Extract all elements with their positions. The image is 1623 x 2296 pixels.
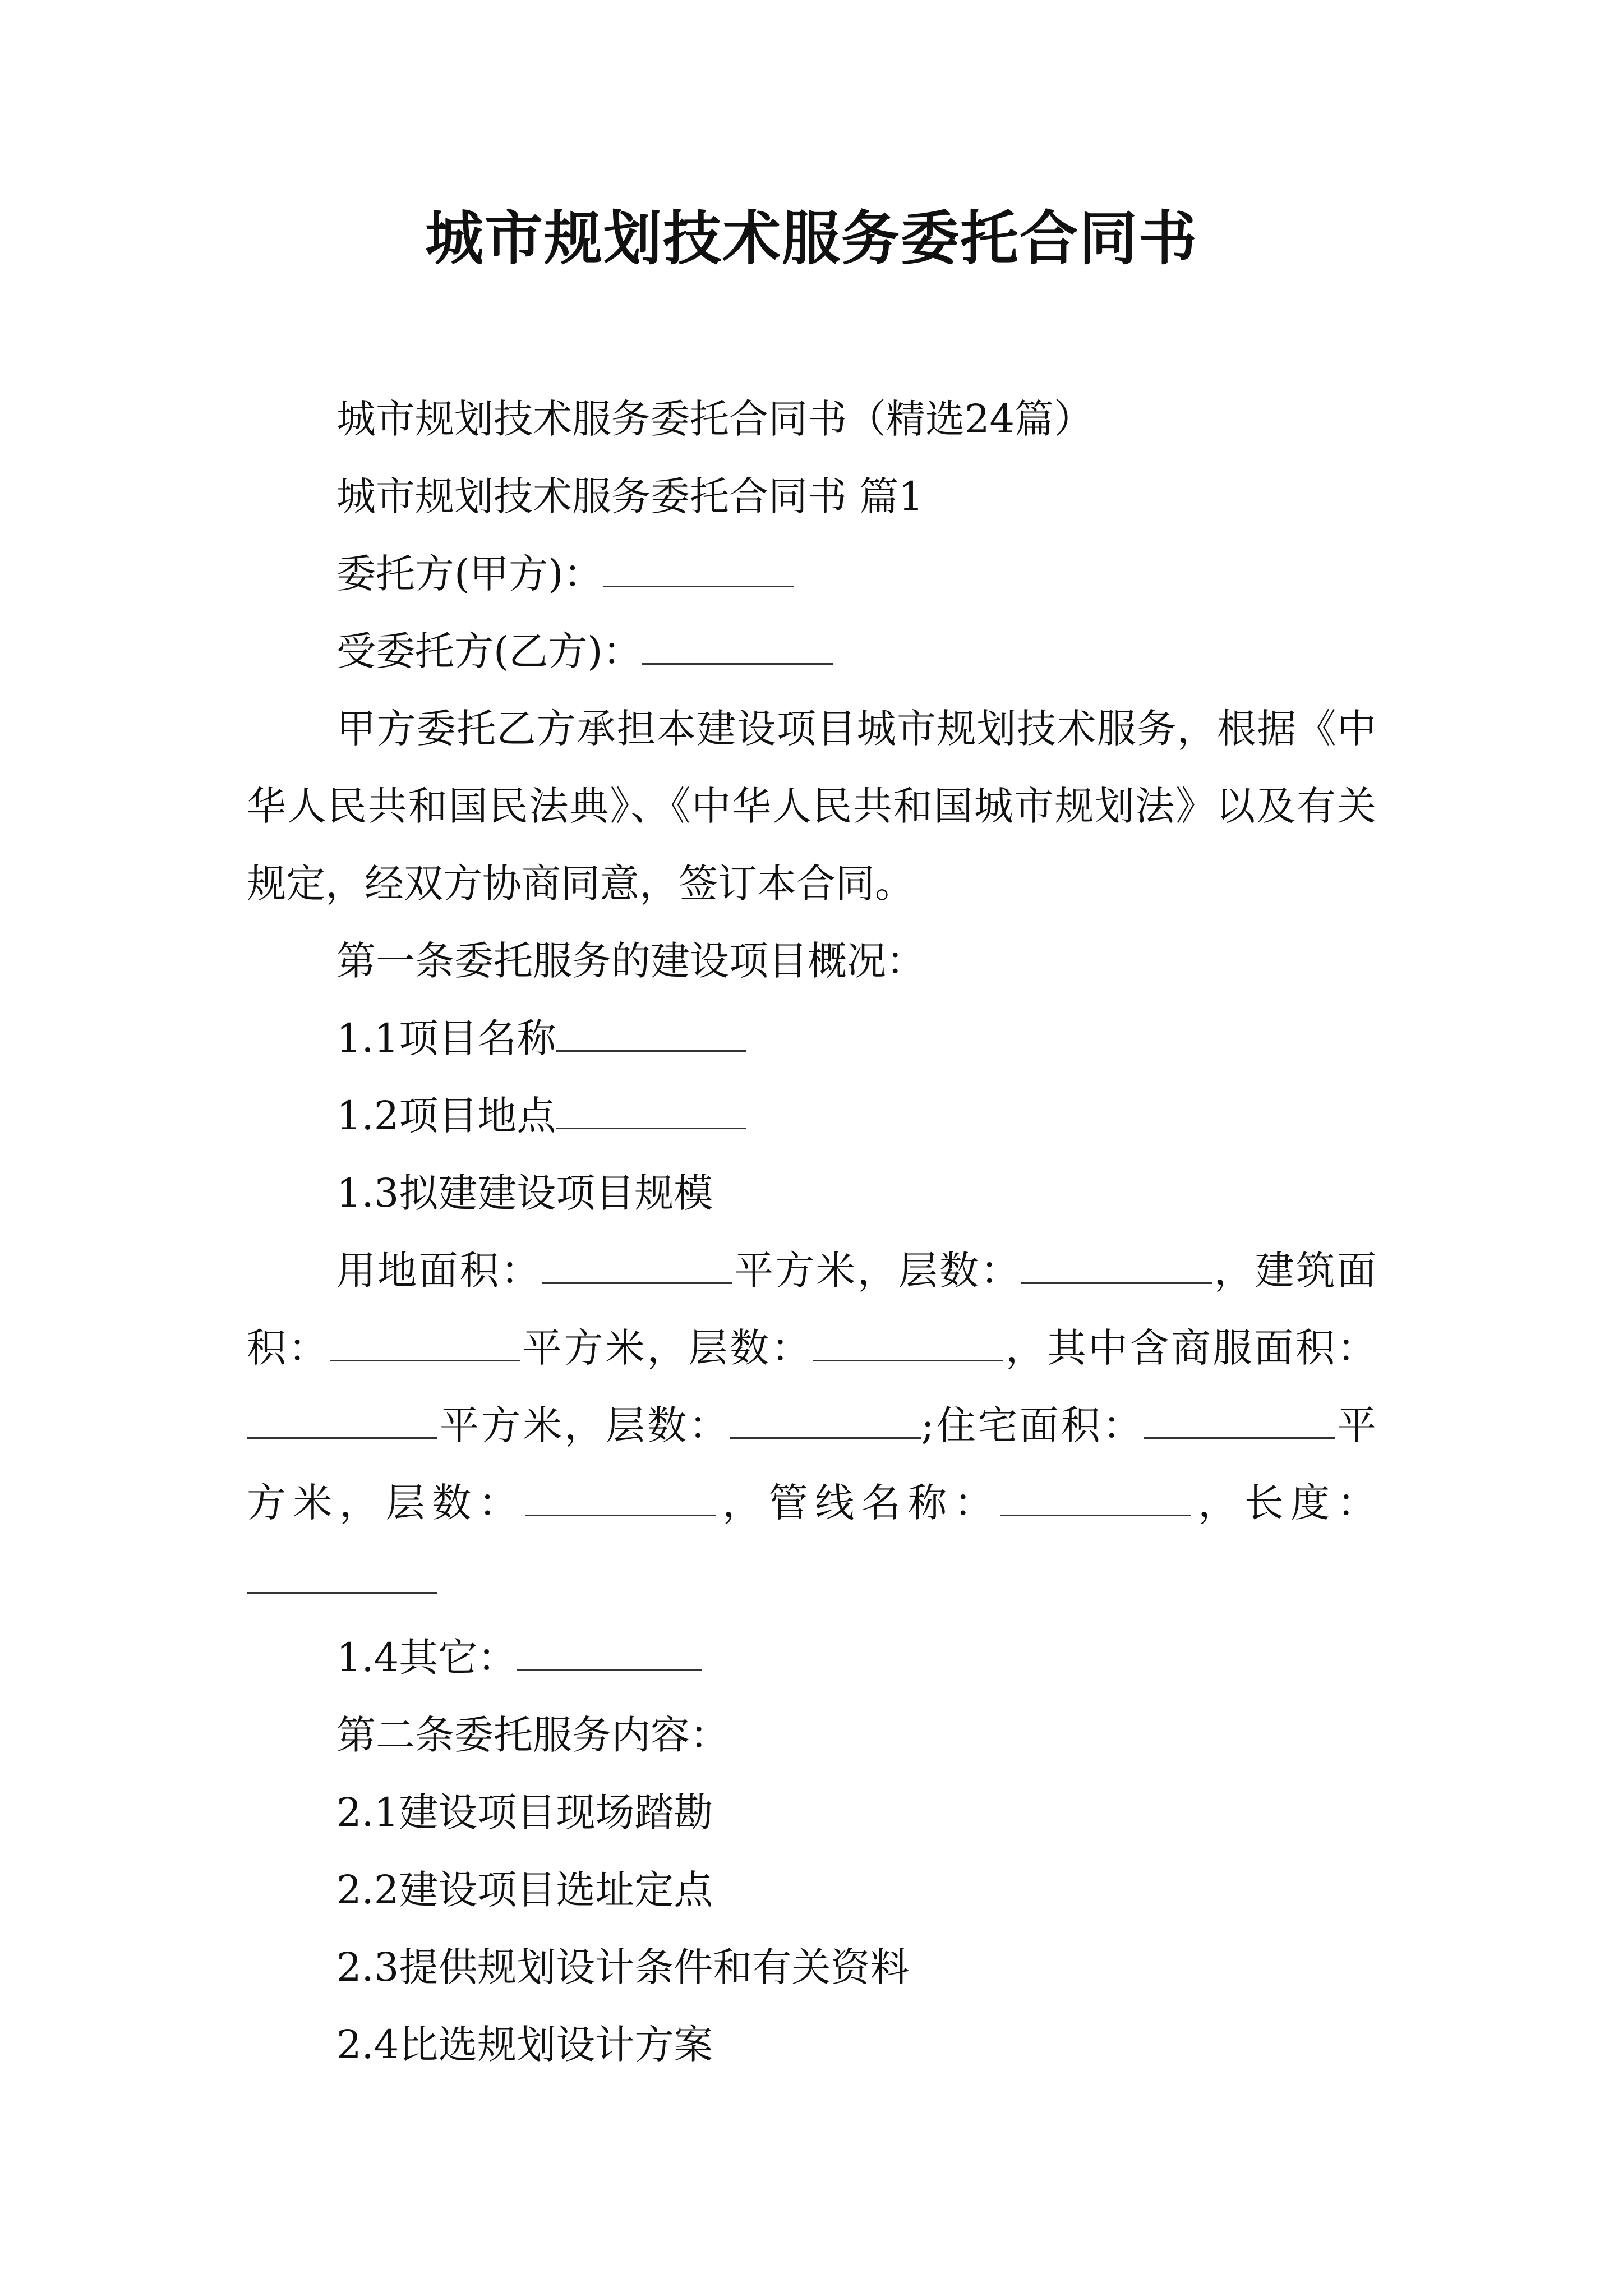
item-1-2-line [247, 1077, 1376, 1154]
length-blank [247, 1553, 437, 1594]
item-1-1-blank [556, 1011, 746, 1052]
item-2-2-line [247, 1851, 1376, 1929]
commercial-area-blank [247, 1398, 437, 1439]
item-2-1-text: 2.1建设项目现场踏勘 [336, 1789, 713, 1835]
land-area-label: 用地面积： [336, 1248, 542, 1294]
item-1-4-label: 1.4其它： [336, 1635, 517, 1681]
item-1-1-label: 1.1项目名称 [336, 1015, 556, 1061]
item-2-3-text: 2.3提供规划设计条件和有关资料 [336, 1944, 910, 1990]
item-2-4-line [247, 2006, 1376, 2083]
article-2-heading [247, 1696, 1376, 1774]
article-1-text: 第一条委托服务的建设项目概况： [336, 938, 925, 984]
land-area-blank [542, 1243, 732, 1284]
item-1-2-label: 1.2项目地点 [336, 1093, 556, 1139]
document-title: 城市规划技术服务委托合同书 [425, 204, 1198, 273]
intro-paragraph: 甲方委托乙方承担本建设项目城市规划技术服务，根据《中华人民共和国民法典》、《中华人民共和国城市规划法》以及有关规定，经双方协商同意，签订本合同。 [247, 706, 1376, 907]
building-area-label: ，建筑面积： [247, 1248, 1377, 1371]
party-a-line [247, 535, 1376, 613]
pipeline-name-blank [1000, 1475, 1191, 1516]
sqm-label-1: 平方米，层数： [732, 1248, 1022, 1294]
item-1-3-label: 1.3拟建建设项目规模 [336, 1170, 713, 1216]
item-1-4-line [247, 1619, 1376, 1696]
floors-blank-2 [813, 1320, 1003, 1361]
item-2-4-text: 2.4比选规划设计方案 [336, 2022, 713, 2068]
item-1-1-line [247, 1000, 1376, 1077]
party-b-line [247, 613, 1376, 690]
item-1-4-blank [517, 1630, 702, 1671]
item-2-1-line [247, 1774, 1376, 1851]
scale-paragraph [247, 1232, 1376, 1619]
commercial-area-label: ，其中含商服面积： [1003, 1325, 1377, 1371]
sqm-label-4: 平方米，层数： [247, 1402, 1376, 1526]
floors-blank-4 [525, 1475, 716, 1516]
sqm-label-2: 平方米，层数： [520, 1325, 813, 1371]
residential-area-blank [1144, 1398, 1335, 1439]
party-a-blank [603, 546, 794, 587]
floors-blank-3 [730, 1398, 921, 1439]
item-2-3-line [247, 1929, 1376, 2006]
article-1-heading [247, 922, 1376, 1000]
chapter-text: 城市规划技术服务委托合同书 篇1 [336, 473, 924, 519]
subtitle-paragraph [247, 380, 1376, 458]
party-a-label: 委托方(甲方)： [336, 551, 603, 597]
floors-blank-1 [1021, 1243, 1212, 1284]
item-2-2-text: 2.2建设项目选址定点 [336, 1867, 713, 1913]
residential-area-label: ;住宅面积： [921, 1402, 1144, 1448]
item-1-2-blank [556, 1088, 746, 1129]
party-b-blank [642, 624, 833, 665]
subtitle-text: 城市规划技术服务委托合同书（精选24篇） [336, 396, 1094, 442]
item-1-3-line [247, 1154, 1376, 1232]
document-body [247, 380, 1376, 2083]
article-2-text: 第二条委托服务内容： [336, 1712, 729, 1758]
pipeline-name-label: ，管线名称： [715, 1480, 1000, 1526]
building-area-blank [330, 1320, 520, 1361]
sqm-label-3: 平方米，层数： [437, 1402, 731, 1448]
party-b-label: 受委托方(乙方)： [336, 628, 642, 674]
length-label: ，长度： [1191, 1480, 1377, 1526]
chapter-heading [247, 458, 1376, 535]
